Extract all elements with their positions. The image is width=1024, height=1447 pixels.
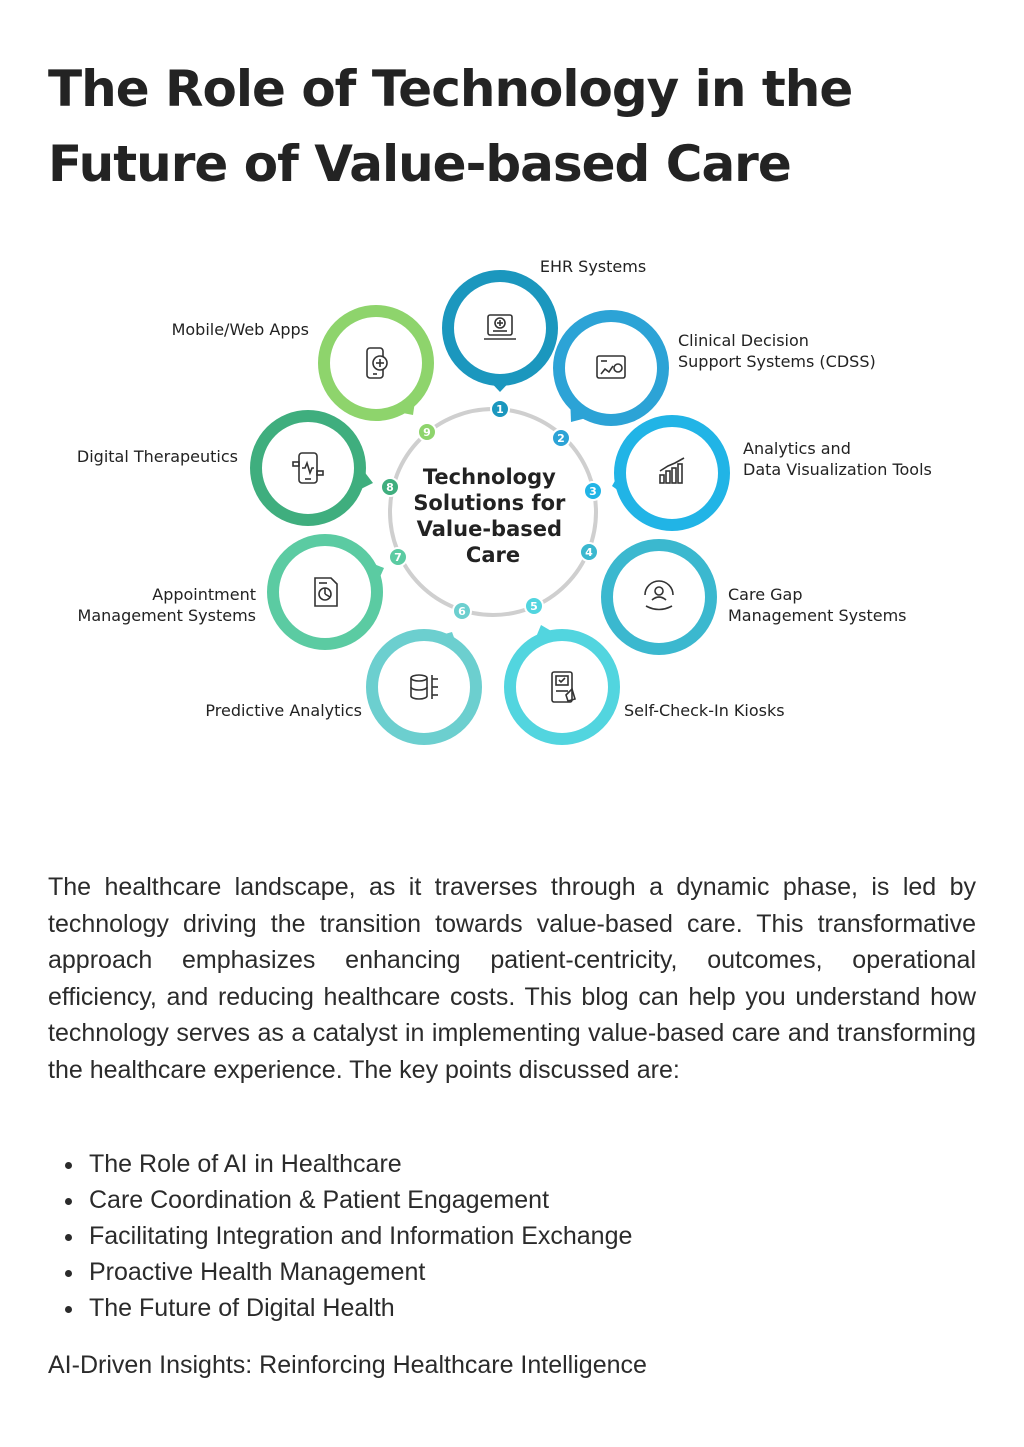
step-number: 4 [585, 546, 593, 559]
technology-solutions-diagram [0, 240, 1024, 760]
intro-paragraph: The healthcare landscape, as it traverses through a dynamic phase, is led by technology driving the transition towards value-based care. This transformative approach emphasizes enhancing patient-centricity, outcomes, operational efficiency, and reducing healthcare costs. This blog can help you understand how technology serves as a catalyst in implementing value-based care and transforming the healthcare experience. The key points discussed are: [48, 873, 976, 1084]
solution-item [78, 540, 407, 644]
step-number: 1 [496, 403, 504, 416]
solution-label: Care Gap Management Systems [728, 585, 907, 625]
page-title [48, 52, 948, 202]
step-number: 2 [557, 432, 565, 445]
section-heading: AI-Driven Insights: Reinforcing Healthcare Intelligence [48, 1351, 647, 1379]
list-item: The Future of Digital Health [48, 1290, 948, 1326]
list-item: Proactive Health Management [48, 1254, 948, 1290]
step-number: 6 [458, 605, 466, 618]
step-number: 9 [423, 426, 431, 439]
solution-label: Clinical Decision Support Systems (CDSS) [678, 331, 876, 371]
solution-label: Appointment Management Systems [77, 585, 256, 625]
solution-label: Digital Therapeutics [76, 447, 238, 466]
solution-label: Self-Check-In Kiosks [624, 701, 785, 720]
page-title-line-1: The Role of Technology in the [48, 60, 853, 118]
solution-label: Mobile/Web Apps [171, 320, 309, 339]
list-item: Care Coordination & Patient Engagement [48, 1182, 948, 1218]
solution-item [552, 316, 876, 447]
bubble-ring [372, 635, 476, 739]
key-points-list [48, 1146, 948, 1326]
solution-label: Predictive Analytics [205, 701, 362, 720]
solution-label: EHR Systems [539, 257, 647, 276]
solution-item [580, 543, 906, 649]
solution-item [584, 421, 932, 525]
center-title: Technology Solutions for Value-based Care [413, 465, 566, 567]
list-item: Facilitating Integration and Information Exchange [48, 1218, 948, 1254]
step-number: 8 [386, 481, 394, 494]
step-number: 5 [530, 600, 538, 613]
step-number: 3 [589, 485, 597, 498]
page-title-line-2: Future of Value-based Care [48, 135, 791, 193]
step-number: 7 [394, 551, 402, 564]
bubble-ring [510, 635, 614, 739]
solution-item [77, 416, 399, 520]
list-item: The Role of AI in Healthcare [48, 1146, 948, 1182]
solution-label: Analytics and Data Visualization Tools [743, 439, 932, 479]
